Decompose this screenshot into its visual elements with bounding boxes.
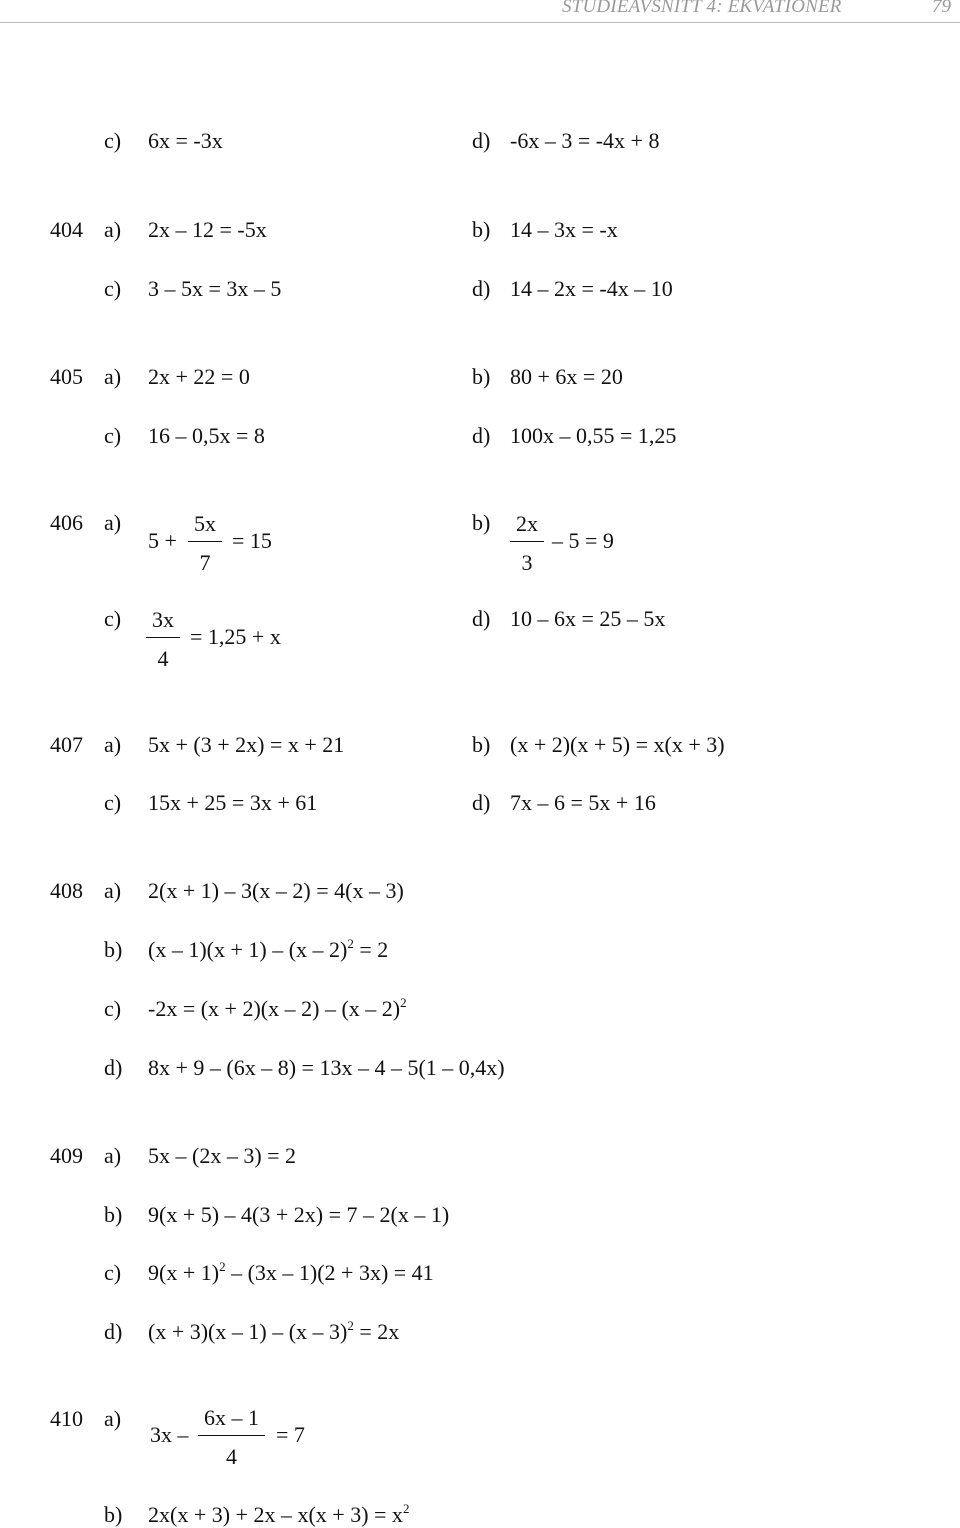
equation-part: = 7 <box>276 1422 305 1447</box>
equation: 16 – 0,5x = 8 <box>148 423 265 448</box>
equation-part: = 1,25 + x <box>190 624 281 649</box>
exercise-label: c) <box>104 996 122 1021</box>
chapter-title: STUDIEAVSNITT 4: EKVATIONER <box>562 0 842 17</box>
exercise-label: c) <box>104 423 122 448</box>
fraction-denominator: 4 <box>226 1444 237 1469</box>
equation-part: 5 + <box>148 528 177 553</box>
equation: 5x – (2x – 3) = 2 <box>148 1143 297 1168</box>
equation: 10 – 6x = 25 – 5x <box>510 606 666 631</box>
fraction-denominator: 7 <box>199 550 211 575</box>
equation: 5x + (3 + 2x) = x + 21 <box>148 732 345 757</box>
exercise-number: 406 <box>50 510 83 535</box>
fraction-denominator: 4 <box>157 646 169 671</box>
exercise-label: a) <box>104 364 122 389</box>
equation: (x – 1)(x + 1) – (x – 2)$^2$ = 2 <box>148 936 389 962</box>
exercise-label: d) <box>104 1055 123 1080</box>
exercise-label: c) <box>104 276 122 301</box>
equation: 6x = -3x <box>148 128 223 153</box>
equation: 100x – 0,55 = 1,25 <box>510 423 677 448</box>
exercise-label: b) <box>104 1202 123 1227</box>
exercise-number: 404 <box>50 217 83 242</box>
fraction <box>146 609 180 670</box>
fraction-numerator: 3x <box>146 609 180 638</box>
exercise-label: c) <box>104 606 122 631</box>
equation: 14 – 2x = -4x – 10 <box>510 276 673 301</box>
equation: -6x – 3 = -4x + 8 <box>510 128 660 153</box>
exercise-label: d) <box>472 423 491 448</box>
exercise-label: b) <box>104 937 123 962</box>
equation: $9(x + 1)^2 - (3x - 1)(2 + 3x) = 41$ <box>148 1259 434 1285</box>
equation-part: = 15 <box>232 528 272 553</box>
fraction <box>188 513 222 574</box>
page-number: 79 <box>932 0 951 17</box>
exercise-label: a) <box>104 510 122 535</box>
equation: 80 + 6x = 20 <box>510 364 623 389</box>
exercise-number: 409 <box>50 1143 83 1168</box>
equation: $2x(x + 3) + 2x - x(x + 3) = x^2$ <box>148 1501 410 1527</box>
equation: 15x + 25 = 3x + 61 <box>148 790 318 815</box>
equation: 7x – 6 = 5x + 16 <box>510 790 656 815</box>
exercise-label: c) <box>104 790 122 815</box>
exercise-number: 410 <box>50 1406 83 1431</box>
equation-part: – 5 = 9 <box>552 528 614 553</box>
exercise-label: a) <box>104 217 122 242</box>
exercise-number: 408 <box>50 878 83 903</box>
exercise-label: d) <box>104 1319 123 1344</box>
equation: (x + 2)(x + 5) = x(x + 3) <box>510 732 725 757</box>
exercise-label: a) <box>104 732 122 757</box>
exercise-label: d) <box>472 128 491 153</box>
exercise-label: d) <box>472 790 491 815</box>
exercise-label: b) <box>104 1502 123 1527</box>
equation: -2x = (x + 2)(x – 2) – (x – 2)$^2$ <box>148 995 407 1021</box>
exercise-label: a) <box>104 878 122 903</box>
equation: (x + 3)(x – 1) – (x – 3)$^2$ = 2x <box>148 1318 400 1344</box>
fraction-denominator: 3 <box>521 550 533 575</box>
exercise-label: a) <box>104 1406 122 1431</box>
exercise-label: d) <box>472 606 491 631</box>
equation: 14 – 3x = -x <box>510 217 618 242</box>
equation: 2x – 12 = -5x <box>148 217 267 242</box>
fraction-numerator: 5x <box>188 513 222 542</box>
exercise-label: b) <box>472 217 491 242</box>
exercise-label: b) <box>472 510 491 535</box>
equation: 8x + 9 – (6x – 8) = 13x – 4 – 5(1 – 0,4x) <box>148 1055 505 1080</box>
exercise-label: c) <box>104 1260 122 1285</box>
fraction-numerator: 6x – 1 <box>198 1407 265 1436</box>
exercise-number: 407 <box>50 732 83 757</box>
exercise-label: d) <box>472 276 491 301</box>
exercise-label: b) <box>472 732 491 757</box>
exercise-number: 405 <box>50 364 83 389</box>
equation: 9(x + 5) – 4(3 + 2x) = 7 – 2(x – 1) <box>148 1202 450 1227</box>
equation: 3 – 5x = 3x – 5 <box>148 276 282 301</box>
page-header <box>0 0 960 23</box>
equation-part: 3x – <box>150 1422 189 1447</box>
exercise-label: b) <box>472 364 491 389</box>
exercise-label: a) <box>104 1143 122 1168</box>
equation: 2x + 22 = 0 <box>148 364 250 389</box>
fraction-numerator: 2x <box>510 513 544 542</box>
fraction <box>510 513 544 574</box>
exercise-label: c) <box>104 128 122 153</box>
equation: 2(x + 1) – 3(x – 2) = 4(x – 3) <box>148 878 404 903</box>
fraction <box>198 1407 265 1468</box>
